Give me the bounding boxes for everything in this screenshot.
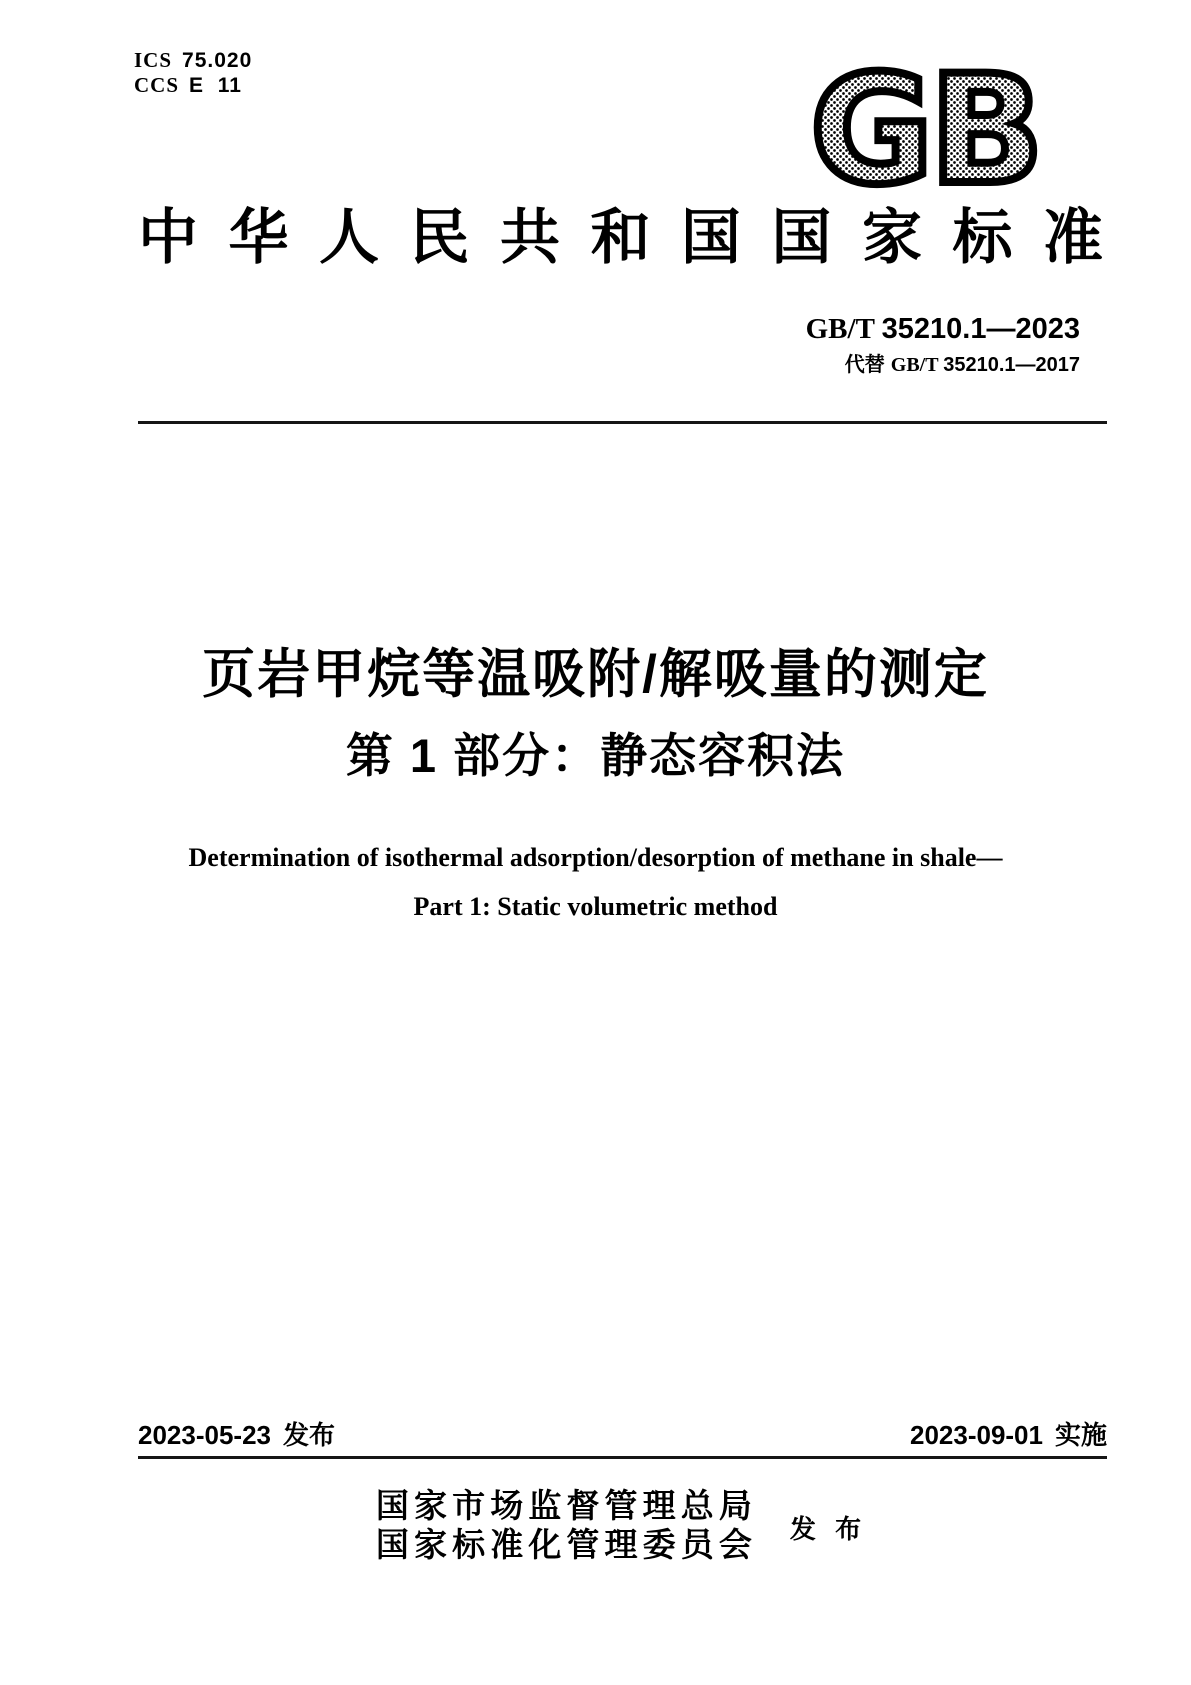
document-title-english bbox=[0, 833, 1191, 931]
ccs-code-line bbox=[134, 73, 252, 98]
implementation-date: 2023-09-01 bbox=[909, 1420, 1043, 1450]
bottom-divider-rule bbox=[138, 1456, 1107, 1459]
issuer-block bbox=[26, 1488, 1191, 1566]
top-divider-rule bbox=[138, 421, 1107, 424]
standard-number-value: 35210.1—2023 bbox=[881, 313, 1080, 345]
classification-codes bbox=[134, 48, 252, 98]
replaced-standard-prefix: GB/T bbox=[890, 354, 939, 376]
ics-label: ICS bbox=[134, 48, 173, 72]
standard-number bbox=[806, 312, 1080, 346]
implementation-date-line bbox=[910, 1420, 1107, 1450]
gb-logo-text: GB bbox=[810, 56, 1040, 192]
issue-date: 2023-05-23 bbox=[138, 1420, 271, 1450]
national-standard-heading: 中华人民共和国国家标准 bbox=[138, 205, 1103, 271]
ccs-label: CCS bbox=[134, 73, 180, 97]
gb-logo-icon bbox=[800, 56, 1050, 192]
issue-date-line bbox=[138, 1420, 335, 1450]
title-cn-line1: 页岩甲烷等温吸附/解吸量的测定 bbox=[202, 645, 989, 704]
issue-action-label: 发 布 bbox=[789, 1513, 868, 1544]
issue-date-label: 发布 bbox=[283, 1420, 336, 1450]
agency-line1: 国家市场监督管理总局 bbox=[375, 1489, 752, 1525]
replaced-standard bbox=[806, 353, 1080, 377]
title-en-line1: Determination of isothermal adsorption/desorption of methane in shale— bbox=[188, 843, 1003, 872]
issuing-agencies bbox=[376, 1488, 752, 1566]
standard-number-block bbox=[806, 312, 1080, 377]
replaces-label: 代替 bbox=[844, 354, 885, 376]
replaced-standard-value: 35210.1—2017 bbox=[943, 354, 1080, 376]
ics-value: 75.020 bbox=[182, 49, 253, 72]
dates-row bbox=[138, 1420, 1107, 1450]
implementation-date-label: 实施 bbox=[1054, 1420, 1107, 1450]
ics-code-line bbox=[134, 48, 252, 73]
ccs-value: E 11 bbox=[189, 74, 242, 97]
title-en-line2: Part 1: Static volumetric method bbox=[413, 892, 778, 921]
agency-line2: 国家标准化管理委员会 bbox=[375, 1528, 752, 1564]
document-title-chinese bbox=[0, 645, 1191, 783]
standard-number-prefix: GB/T bbox=[805, 313, 875, 345]
title-cn-line2: 第 1 部分：静态容积法 bbox=[345, 729, 846, 782]
